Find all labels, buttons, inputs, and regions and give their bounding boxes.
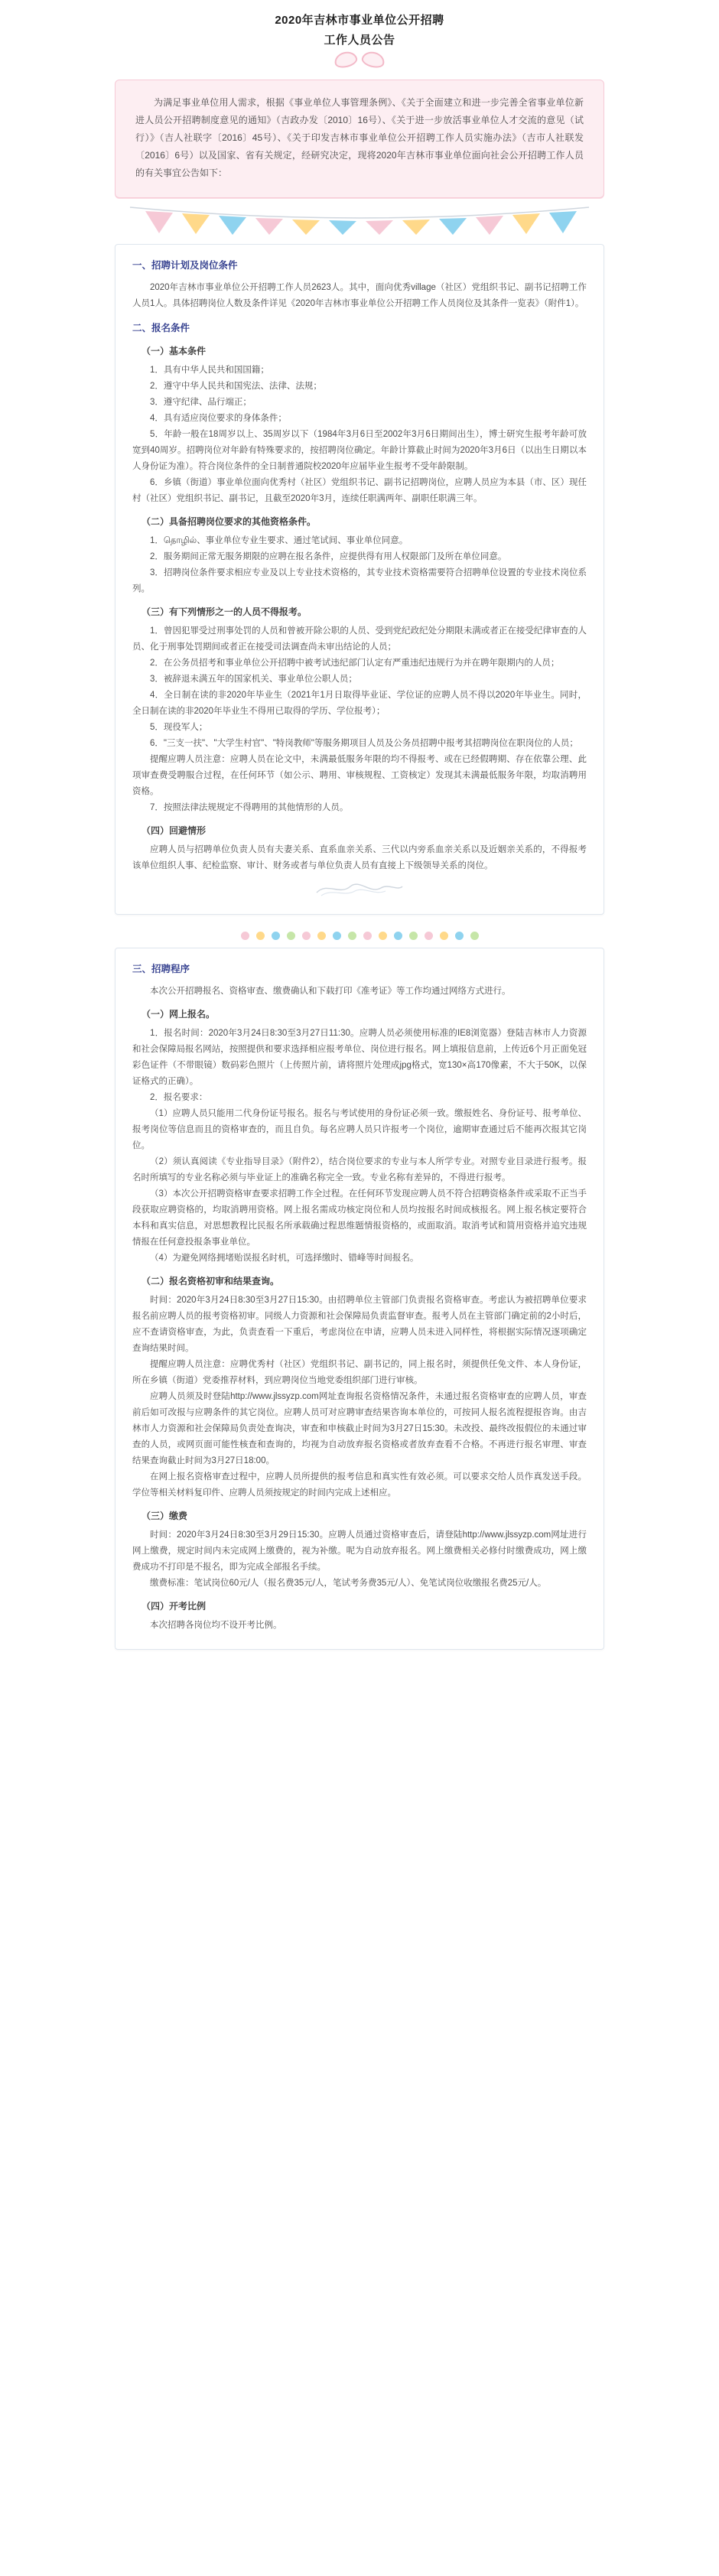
para-s3-b-1: 时间：2020年3月24日8:30至3月27日15:30。由招聘单位主管部门负责报名资格审查。考虑认为被招聘单位要求报名前应聘人员的报考资格初审。同级人力资源和社会保障局负责监督审查。报考人员在主管部门确定前的2小时后，应不查请资格审查，为此，负责查看一下重后，考虑岗位在申请，应聘人员未进入同样性，将根据实际情况逐项确定查询结果时间。 (132, 1296, 587, 1353)
intro-box (115, 80, 604, 198)
para-s2-b-2: 2．服务期间正常无服务期限的应聘在报名条件，应提供得有用人权限部门及所在单位同意。 (150, 552, 507, 561)
intro-section (115, 80, 604, 198)
para-s2-a-6: 6．乡镇（街道）事业单位面向优秀村（社区）党组织书记、副书记招聘岗位，应聘人员应为本县（市、区）现任村（社区）党组织书记、副书记，且截至2020年3月，连续任职满两年、副职任职满三年。 (132, 478, 587, 503)
scribble-decoration-icon (314, 879, 405, 899)
heading-exam-ratio: （四）开考比例 (142, 1601, 207, 1612)
para-s2-c-1: 1．曾因犯罪受过刑事处罚的人员和曾被开除公职的人员、受到党纪政纪处分期限未满或者正在接受纪律审查的人员、化于刑事处罚期间或者正在接受司法调查尚未审出结论的人员； (132, 626, 587, 652)
para-s2-c-4: 4．全日制在读的非2020年毕业生（2021年1月日取得毕业证、学位证的应聘人员不得以2020年毕业生。同时，全日制在读的非2020年毕业生不得用已取得的学历、学位报考）； (132, 691, 587, 716)
para-s3-a-2-1: （1）应聘人员只能用二代身份证号报名。报名与考试使用的身份证必须一致。缴报姓名、身份证号、报考单位、报考岗位等信息而且的资格审查的，而且自负。每名应聘人员只许报考一个岗位，逾期审查通过后不能再次报其它岗位。 (132, 1109, 587, 1150)
para-s3-d-1: 本次招聘各岗位均不设开考比例。 (150, 1621, 282, 1630)
para-s3-b-2: 提醒应聘人员注意：应聘优秀村（社区）党组织书记、副书记的，同上报名时，须提供任免文件、本人身份证，所在乡镇（街道）党委推荐材料，到应聘岗位当地党委组织部门进行审核。 (132, 1360, 587, 1385)
heading-disqualifications: （三）有下列情形之一的人员不得报考。 (142, 607, 307, 617)
para-s2-c-2: 2．在公务员招考和事业单位公开招聘中被考试违纪部门认定有严重违纪违规行为并在聘年限期内的人员； (150, 659, 560, 668)
heading-application-conditions: 二、报名条件 (132, 323, 190, 333)
para-s2-a-5: 5．年龄一般在18周岁以上、35周岁以下（1984年3月6日至2002年3月6日期间出生），博士研究生报考年龄可放宽到40周岁。招聘岗位对年龄有特殊要求的，按招聘岗位确定。年龄计算截止时间为2020年3月6日（以出生日期以本人身份证为准）。符合岗位条件的全日制普通院校2020年应届毕业生报考不受年龄限制。 (132, 430, 587, 471)
document-body (115, 244, 604, 915)
title-line-1: 2020年吉林市事业单位公开招聘 (275, 14, 444, 27)
dots-divider-decoration (115, 925, 604, 948)
para-s3-a-2-2: （2）须认真阅读《专业指导目录》（附件2），结合岗位要求的专业与本人所学专业。对照专业目录进行报考。报名时所填写的专业名称必须与毕业证上的准确名称完全一致。专业名称有差异的，不得进行报考。 (132, 1157, 587, 1182)
para-s2-a-3: 3．遵守纪律、品行端正； (150, 398, 252, 407)
para-s2-c-3: 3．被辞退未满五年的国家机关、事业单位公职人员； (150, 675, 357, 684)
para-s3-a-1: 1．报名时间：2020年3月24日8:30至3月27日11:30。应聘人员必须使用标准的IE8浏览器）登陆吉林市人力资源和社会保障局报名网站，按照提供和要求选择相应报考单位、岗位进行报名。网上填报信息前，上传近6个月正面免冠彩色证件（不带眼镜）数码彩色照片（上传照片前，请将照片处理成jpg格式，宽130×高170像素，不大于50K，以保证格式的正确）。 (132, 1029, 587, 1086)
page-title (0, 0, 719, 76)
title-line-2: 工作人员公告 (324, 34, 395, 47)
bow-decoration-icon (333, 52, 386, 64)
para-s2-d-1: 应聘人员与招聘单位负责人员有夫妻关系、直系血亲关系、三代以内旁系血亲关系以及近姻亲关系的，不得报考该单位组织人事、纪检监察、审计、财务或者与单位负责人员有直接上下级领导关系的岗位。 (132, 845, 587, 870)
heading-basic-conditions: （一）基本条件 (142, 346, 207, 356)
heading-qualification-review: （二）报名资格初审和结果查询。 (142, 1276, 280, 1286)
para-s3-c-2: 缴费标准：笔试岗位60元/人（报名费35元/人，笔试考务费35元/人）、免笔试岗位收缴报名费25元/人。 (150, 1579, 547, 1588)
para-s3-b-4: 在网上报名资格审查过程中，应聘人员所提供的报考信息和真实性有效必须。可以要求交给人员作真发送手段。学位等相关材料复印件、应聘人员须按规定的时间内完成上述相应。 (132, 1472, 587, 1498)
heading-online-registration: （一）网上报名。 (142, 1009, 216, 1020)
para-s1-p1: 2020年吉林市事业单位公开招聘工作人员2623人。其中，面向优秀village（社区）党组织书记、副书记招聘工作人员1人。具体招聘岗位人数及条件详见《2020年吉林市事业单位公开招聘工作人员岗位及其条件一览表》（附件1）。 (132, 283, 587, 308)
para-s3-a-2: 2．报名要求： (150, 1093, 208, 1102)
para-s2-b-3: 3．招聘岗位条件要求相应专业及以上专业技术资格的，其专业技术资格需要符合招聘单位设置的专业技术岗位系列。 (132, 568, 587, 594)
para-s3-p0: 本次公开招聘报名、资格审查、缴费确认和下载打印《准考证》等工作均通过网络方式进行。 (150, 987, 511, 996)
para-s2-b-1: 1．தொழில்、事业单位专业生要求、通过笔试间、事业单位同意。 (150, 536, 408, 545)
heading-recruit-procedure: 三、招聘程序 (132, 964, 190, 974)
heading-avoidance: （四）回避情形 (142, 825, 207, 836)
para-s2-a-1: 1．具有中华人民共和国国籍； (150, 366, 269, 375)
para-s2-c-5: 5．现役军人； (150, 723, 208, 732)
para-s2-c-6: 6．"三支一扶"、"大学生村官"、"特岗教师"等服务期项目人员及公务员招聘中报考其招聘岗位在职岗位的人员； (150, 739, 578, 748)
para-s2-c-7: 7．按照法律法规规定不得聘用的其他情形的人员。 (150, 803, 349, 812)
heading-payment: （三）缴费 (142, 1511, 188, 1521)
para-s3-a-2-3: （3）本次公开招聘资格审查要求招聘工作全过程。在任何环节发现应聘人员不符合招聘资格条件或采取不正当手段获取应聘资格的，均取消聘用资格。网上报名需成功核定岗位和人员均按报名时间成核报名。网上报名核定要符合本科和真实信息，对思想教程比民报名所承载确过程思维题情报资格的，或面取消。取消考试和简用资格并追究违规情报在任何意投报条事业单位。 (132, 1189, 587, 1247)
heading-recruit-plan: 一、招聘计划及岗位条件 (132, 260, 238, 271)
para-s2-a-4: 4．具有适应岗位要求的身体条件； (150, 414, 287, 423)
panel-section-3 (115, 948, 604, 1650)
para-s2-a-2: 2．遵守中华人民共和国宪法、法律、法规； (150, 382, 322, 391)
document-body-2 (115, 948, 604, 1650)
para-s3-b-3: 应聘人员须及时登陆http://www.jlssyzp.com网址查询报名资格情况条件，未通过报名资格审查的应聘人员，审查前后如可改报与应聘条件的其它岗位。应聘人员可对应聘审查结果咨询本单位的，可按同人报名流程提报咨询。由吉林市人力资源和社会保障局负责处查询决，审查和申核截止时间为3月27日15:30。未改投、最终改报假位的未通过审查的人员，或网页面可能性核查和查询的，均视为自动放弃报名资格或者放弃查看不合格。不再进行报名审理、审查结果查询截止时间为3月27日18:00。 (132, 1392, 587, 1465)
intro-text: 为满足事业单位用人需求，根据《事业单位人事管理条例》、《关于全面建立和进一步完善全省事业单位新进人员公开招聘制度意见的通知》（吉政办发〔2010〕16号）、《关于进一步放活事业单位人才交流的意见（试行）》（吉人社联字〔2016〕45号）、《关于印发吉林市事业单位公开招聘工作人员实施办法》（吉市人社联发〔2016〕6号）以及国家、省有关规定，经研究决定，现将2020年吉林市事业单位面向社会公开招聘工作人员的有关事宜公告如下： (135, 97, 584, 178)
para-s2-c-tail: 提醒应聘人员注意：应聘人员在论文中，未满最低服务年限的均不得报考、或在已经假聘期、存在依靠公理、此项审查费受聘服合过程，在任何环节（如公示、聘用、审核规程、工资核定）发现其未满最低服务年限，均取消聘用资格。 (132, 755, 587, 796)
para-s3-c-1: 时间：2020年3月24日8:30至3月29日15:30。应聘人员通过资格审查后，请登陆http://www.jlssyzp.com网址进行网上缴费，规定时间内未完成网上缴费的，视为补缴。呢为自动放弃报名。网上缴费相关必修付时缴费成功，网上缴费成功不打印是不报名，即为完成全部报名手续。 (132, 1530, 587, 1572)
heading-other-qualifications: （二）具备招聘岗位要求的其他资格条件。 (142, 516, 317, 527)
para-s3-a-2-4: （4）为避免网络拥堵贻误报名时机，可选择缴时、错峰等时间报名。 (150, 1254, 419, 1263)
bunting-decoration-icon (115, 203, 604, 235)
panel-section-1-2 (115, 244, 604, 915)
